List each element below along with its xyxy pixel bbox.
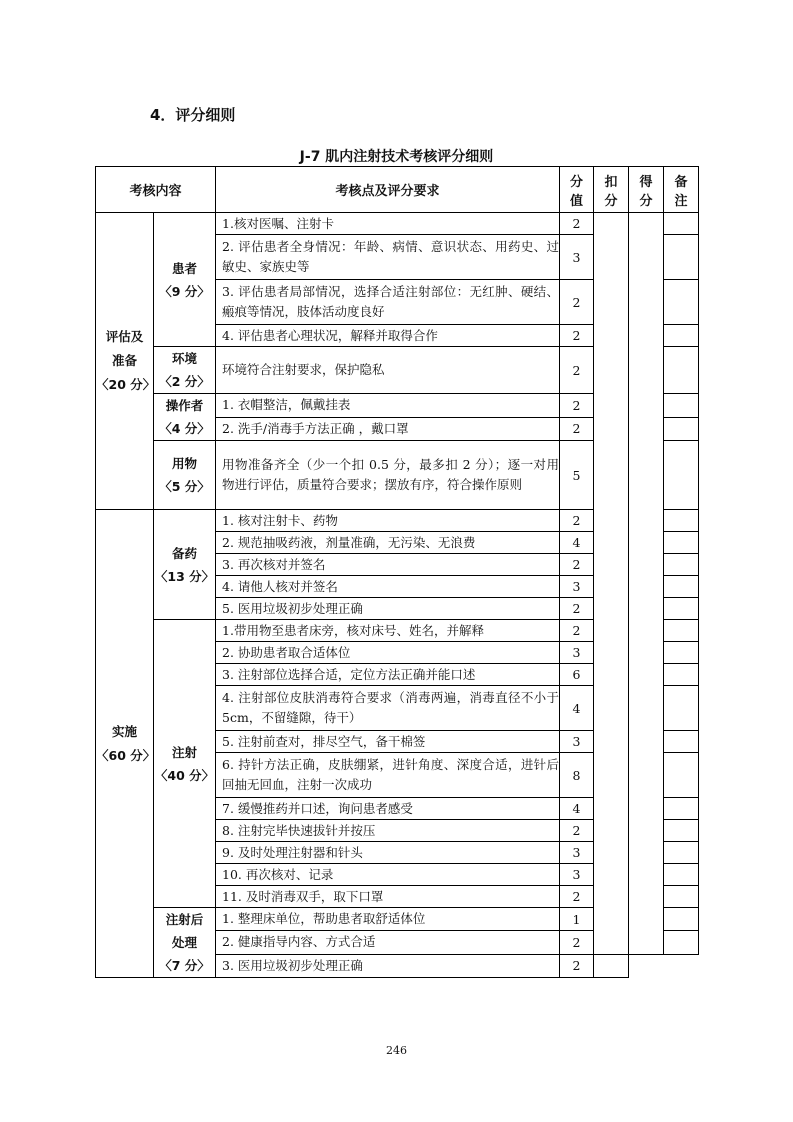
note-cell	[664, 886, 699, 908]
note-cell	[664, 532, 699, 554]
requirement-text: 1.核对医嘱、注射卡	[216, 213, 560, 235]
category-assessment-prep: 评估及 准备 〈20 分〉	[96, 213, 154, 510]
note-cell	[664, 510, 699, 532]
note-cell	[664, 235, 699, 280]
score-value: 2	[560, 954, 594, 977]
requirement-text: 3. 医用垃圾初步处理正确	[216, 954, 560, 977]
group-patient: 患者 〈9 分〉	[154, 213, 216, 347]
note-cell	[664, 213, 699, 235]
requirement-text: 4. 注射部位皮肤消毒符合要求（消毒两遍，消毒直径不小于 5cm，不留缝隙，待干）	[216, 686, 560, 731]
header-get: 得 分	[629, 167, 664, 213]
requirement-text: 1. 衣帽整洁，佩戴挂表	[216, 394, 560, 418]
group-drug-prep: 备药 〈13 分〉	[154, 510, 216, 620]
score-value: 3	[560, 642, 594, 664]
header-score: 分 值	[560, 167, 594, 213]
requirement-text: 1. 整理床单位，帮助患者取舒适体位	[216, 908, 560, 931]
note-cell	[664, 686, 699, 731]
requirement-text: 3. 再次核对并签名	[216, 554, 560, 576]
note-cell	[664, 417, 699, 441]
note-cell	[664, 347, 699, 394]
score-value: 4	[560, 686, 594, 731]
score-value: 3	[560, 864, 594, 886]
note-cell	[664, 280, 699, 325]
requirement-text: 用物准备齐全（少一个扣 0.5 分，最多扣 2 分）；逐一对用物进行评估，质量符合要求；摆放有序，符合操作原则	[216, 441, 560, 510]
requirement-text: 4. 请他人核对并签名	[216, 576, 560, 598]
requirement-text: 2. 规范抽吸药液，剂量准确，无污染、无浪费	[216, 532, 560, 554]
header-row	[96, 167, 699, 213]
header-deduct: 扣 分	[594, 167, 629, 213]
group-injection: 注射 〈40 分〉	[154, 620, 216, 908]
score-value: 1	[560, 908, 594, 931]
note-cell	[664, 820, 699, 842]
page-number: 246	[386, 1044, 407, 1057]
note-cell	[664, 598, 699, 620]
score-value: 2	[560, 347, 594, 394]
note-cell	[664, 731, 699, 753]
note-cell	[664, 931, 699, 954]
group-post-injection: 注射后 处理 〈7 分〉	[154, 908, 216, 978]
note-cell	[664, 576, 699, 598]
requirement-text: 7. 缓慢推药并口述，询问患者感受	[216, 798, 560, 820]
note-cell	[664, 842, 699, 864]
note-cell	[664, 664, 699, 686]
score-value: 3	[560, 235, 594, 280]
note-cell	[664, 864, 699, 886]
requirement-text: 5. 注射前查对，排尽空气，备干棉签	[216, 731, 560, 753]
group-supplies: 用物 〈5 分〉	[154, 441, 216, 510]
score-value: 4	[560, 532, 594, 554]
group-environment: 环境 〈2 分〉	[154, 347, 216, 394]
requirement-text: 11. 及时消毒双手，取下口罩	[216, 886, 560, 908]
note-cell	[594, 954, 629, 977]
score-value: 5	[560, 441, 594, 510]
requirement-text: 1.带用物至患者床旁，核对床号、姓名，并解释	[216, 620, 560, 642]
score-value: 2	[560, 598, 594, 620]
requirement-text: 9. 及时处理注射器和针头	[216, 842, 560, 864]
requirement-text: 8. 注射完毕快速拔针并按压	[216, 820, 560, 842]
table-title: J-7 肌内注射技术考核评分细则	[299, 149, 494, 165]
note-cell	[664, 325, 699, 347]
scoring-table	[95, 166, 699, 978]
score-value: 2	[560, 280, 594, 325]
score-value: 2	[560, 820, 594, 842]
score-value: 2	[560, 325, 594, 347]
note-cell	[664, 798, 699, 820]
note-cell	[664, 620, 699, 642]
requirement-text: 10. 再次核对、记录	[216, 864, 560, 886]
header-note: 备 注	[664, 167, 699, 213]
score-value: 2	[560, 510, 594, 532]
note-cell	[664, 554, 699, 576]
requirement-text: 4. 评估患者心理状况，解释并取得合作	[216, 325, 560, 347]
header-requirements: 考核点及评分要求	[216, 167, 560, 213]
note-cell	[664, 753, 699, 798]
requirement-text: 3. 评估患者局部情况，选择合适注射部位：无红肿、硬结、瘢痕等情况，肢体活动度良好	[216, 280, 560, 325]
score-value: 3	[560, 576, 594, 598]
note-cell	[664, 394, 699, 418]
score-value: 8	[560, 753, 594, 798]
note-cell	[664, 642, 699, 664]
get-column	[629, 213, 664, 955]
score-value: 3	[560, 731, 594, 753]
requirement-text: 6. 持针方法正确，皮肤绷紧，进针角度、深度合适，进针后回抽无回血，注射一次成功	[216, 753, 560, 798]
table-row	[96, 213, 699, 235]
note-cell	[664, 908, 699, 931]
score-value: 2	[560, 417, 594, 441]
score-value: 2	[560, 554, 594, 576]
requirement-text: 5. 医用垃圾初步处理正确	[216, 598, 560, 620]
section-heading: 4．评分细则	[150, 106, 236, 124]
score-value: 4	[560, 798, 594, 820]
requirement-text: 2. 洗手/消毒手方法正确 ，戴口罩	[216, 417, 560, 441]
requirement-text: 2. 协助患者取合适体位	[216, 642, 560, 664]
score-value: 2	[560, 620, 594, 642]
group-operator: 操作者 〈4 分〉	[154, 394, 216, 441]
deduct-column	[594, 213, 629, 955]
requirement-text: 2. 健康指导内容、方式合适	[216, 931, 560, 954]
requirement-text: 1. 核对注射卡、药物	[216, 510, 560, 532]
score-value: 2	[560, 213, 594, 235]
note-cell	[664, 441, 699, 510]
score-value: 3	[560, 842, 594, 864]
requirement-text: 2. 评估患者全身情况：年龄、病情、意识状态、用药史、过敏史、家族史等	[216, 235, 560, 280]
score-value: 6	[560, 664, 594, 686]
score-value: 2	[560, 931, 594, 954]
requirement-text: 环境符合注射要求，保护隐私	[216, 347, 560, 394]
score-value: 2	[560, 886, 594, 908]
requirement-text: 3. 注射部位选择合适，定位方法正确并能口述	[216, 664, 560, 686]
header-content: 考核内容	[96, 167, 216, 213]
category-implementation: 实施 〈60 分〉	[96, 510, 154, 978]
score-value: 2	[560, 394, 594, 418]
